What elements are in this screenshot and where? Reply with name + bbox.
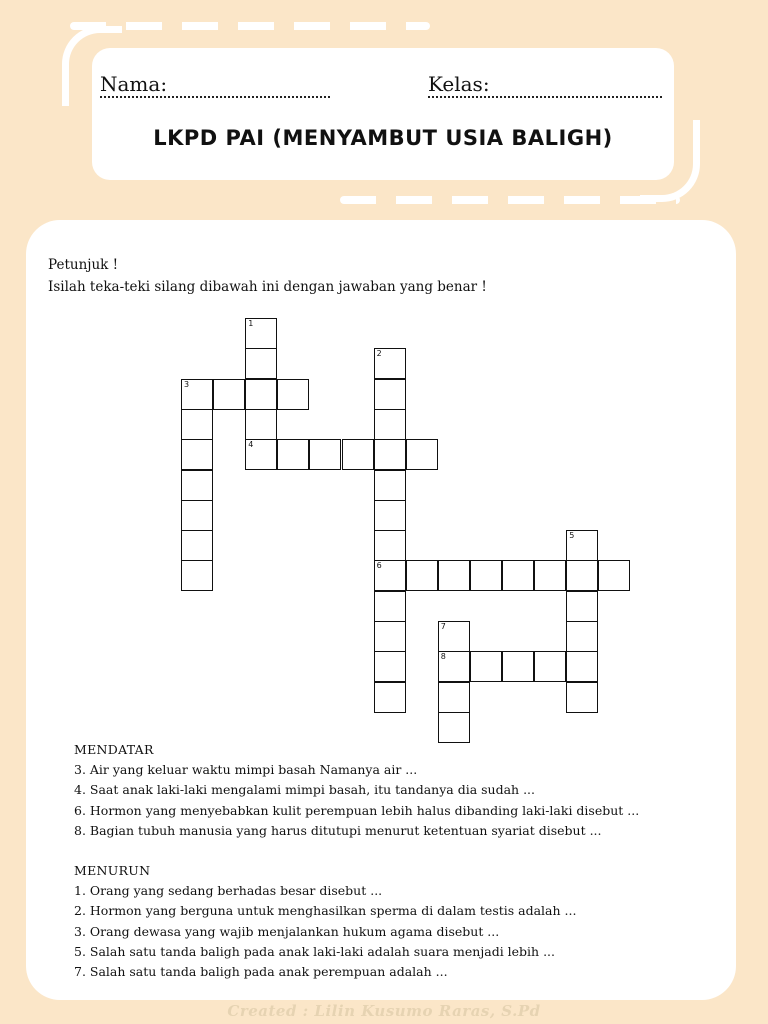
crossword-cell[interactable] [374, 651, 406, 682]
crossword-cell[interactable] [438, 560, 470, 591]
crossword-cell[interactable] [374, 379, 406, 410]
crossword-cell[interactable] [374, 500, 406, 531]
crossword-cell[interactable] [181, 560, 213, 591]
crossword-cell[interactable] [374, 591, 406, 622]
crossword-cell[interactable] [566, 682, 598, 713]
clues-section [74, 740, 724, 982]
crossword-cell[interactable] [566, 530, 598, 561]
crossword-cell[interactable] [566, 651, 598, 682]
clue-number: 5 [569, 531, 575, 541]
crossword-cell[interactable] [406, 439, 438, 470]
down-clue: 3. Orang dewasa yang wajib menjalankan hukum agama disebut ... [74, 923, 500, 939]
crossword-cell[interactable] [374, 409, 406, 440]
crossword-cell[interactable] [598, 560, 630, 591]
class-field[interactable] [428, 96, 662, 98]
instructions-text: Isilah teka-teki silang dibawah ini dengan jawaban yang benar ! [48, 279, 487, 295]
author-credit: Created : Lilin Kusumo Raras, S.Pd [227, 1002, 541, 1020]
crossword-cell[interactable] [374, 439, 406, 470]
clue-number: 1 [248, 319, 254, 328]
crossword-cell[interactable] [438, 712, 470, 743]
down-clue: 1. Orang yang sedang berhadas besar disebut ... [74, 883, 383, 899]
crossword-cell[interactable] [181, 379, 213, 410]
crossword-cell[interactable] [245, 348, 277, 379]
down-clue: 5. Salah satu tanda baligh pada anak laki-laki adalah suara menjadi lebih ... [74, 943, 555, 959]
crossword-cell[interactable] [534, 651, 566, 682]
across-clue: 4. Saat anak laki-laki mengalami mimpi basah, itu tandanya dia sudah ... [74, 782, 535, 798]
crossword-cell[interactable] [277, 379, 309, 410]
crossword-cell[interactable] [406, 560, 438, 591]
decorative-dashes-top [70, 22, 430, 30]
crossword-cell[interactable] [245, 379, 277, 410]
crossword-cell[interactable] [181, 530, 213, 561]
clue-number: 3 [184, 379, 190, 389]
crossword-cell[interactable] [374, 560, 406, 591]
crossword-cell[interactable] [502, 651, 534, 682]
down-heading: MENURUN [74, 863, 151, 879]
clue-number: 6 [376, 561, 382, 571]
clue-number: 4 [248, 440, 254, 450]
crossword-cell[interactable] [245, 409, 277, 440]
crossword-cell[interactable] [566, 591, 598, 622]
across-clue: 6. Hormon yang menyebabkan kulit perempuan lebih halus dibanding laki-laki disebut ... [74, 802, 640, 818]
crossword-cell[interactable] [181, 409, 213, 440]
crossword-cell[interactable] [502, 560, 534, 591]
crossword-cell[interactable] [374, 682, 406, 713]
instructions [48, 254, 688, 298]
crossword-cell[interactable] [181, 500, 213, 531]
crossword-cell[interactable] [534, 560, 566, 591]
clue-number: 8 [440, 652, 446, 662]
crossword-cell[interactable] [438, 621, 470, 652]
name-label: Nama: [100, 72, 168, 96]
class-label: Kelas: [428, 72, 490, 96]
crossword-cell[interactable] [181, 439, 213, 470]
across-heading: MENDATAR [74, 742, 154, 757]
across-clue: 3. Air yang keluar waktu mimpi basah Namanya air ... [74, 762, 418, 778]
crossword-cell[interactable] [342, 439, 374, 470]
crossword-cell[interactable] [277, 439, 309, 470]
crossword-cell[interactable] [181, 470, 213, 501]
crossword-cell[interactable] [374, 530, 406, 561]
instructions-heading: Petunjuk ! [48, 257, 119, 273]
header-card [92, 48, 674, 180]
crossword-cell[interactable] [374, 621, 406, 652]
crossword-cell[interactable] [438, 682, 470, 713]
crossword-cell[interactable] [566, 621, 598, 652]
crossword-cell[interactable] [470, 560, 502, 591]
crossword-cell[interactable] [470, 651, 502, 682]
clue-number: 7 [440, 622, 446, 631]
crossword-cell[interactable] [309, 439, 341, 470]
crossword-cell[interactable] [213, 379, 245, 410]
crossword-cell[interactable] [438, 651, 470, 682]
decorative-dashes-bottom [340, 196, 680, 204]
down-clue: 7. Salah satu tanda baligh pada anak perempuan adalah ... [74, 964, 448, 980]
crossword-cell[interactable] [374, 470, 406, 501]
clue-number: 2 [376, 349, 382, 359]
down-clue: 2. Hormon yang berguna untuk menghasilkan sperma di dalam testis adalah ... [74, 903, 577, 919]
name-field[interactable] [100, 96, 330, 98]
crossword-cell[interactable] [566, 560, 598, 591]
crossword-cell[interactable] [245, 318, 277, 349]
across-clue: 8. Bagian tubuh manusia yang harus ditutupi menurut ketentuan syariat disebut ... [74, 822, 602, 838]
page-title: LKPD PAI (MENYAMBUT USIA BALIGH) [153, 126, 613, 150]
crossword-cell[interactable] [374, 348, 406, 379]
crossword-cell[interactable] [245, 439, 277, 470]
